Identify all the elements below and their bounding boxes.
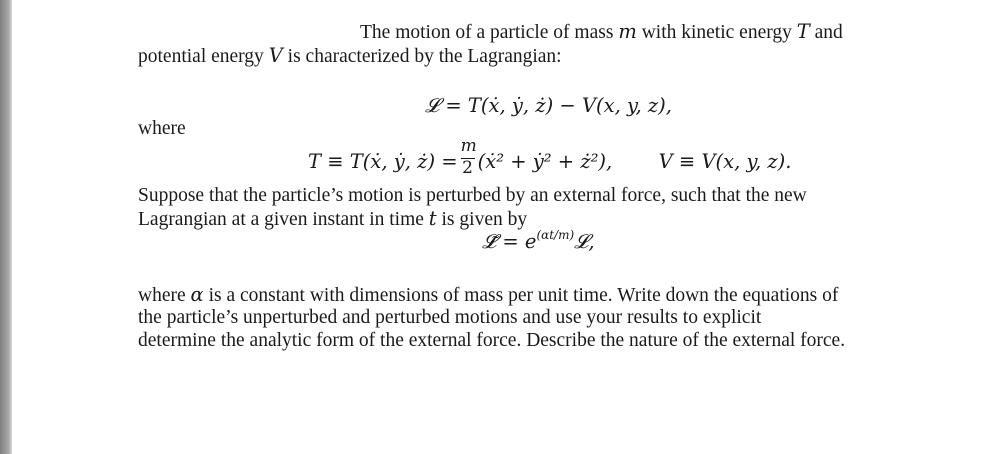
- kinetic-energy-rhs: (ẋ² + ẏ² + ż²),: [477, 150, 613, 173]
- fraction-numerator: m: [460, 135, 477, 156]
- text-run: Lagrangian at a given instant in time: [138, 209, 429, 230]
- paragraph-3-line-3: determine the analytic form of the external force. Describe the nature of the external force.: [138, 330, 846, 351]
- math-symbol: t: [428, 207, 437, 230]
- text-run: with kinetic energy: [636, 22, 797, 43]
- paragraph-3-line-2: the particle’s unperturbed and perturbed motions and use your results to explicit: [138, 307, 762, 328]
- math-symbol: m: [618, 20, 637, 43]
- left-edge-bar: [0, 0, 12, 454]
- paragraph-1-line-1: [360, 20, 843, 45]
- document-page: [12, 0, 1007, 454]
- lagrangian-equation: 𝓛 = T(ẋ, ẏ, ż) − V(x, y, z),: [425, 94, 672, 117]
- potential-energy-definition: V ≡ V(x, y, z).: [658, 150, 792, 173]
- text-run: is given by: [436, 209, 528, 230]
- paragraph-2-line-2: [138, 207, 527, 232]
- text-run: where: [138, 285, 191, 306]
- kinetic-energy-lhs: T ≡ T(ẋ, ẏ, ż) =: [308, 150, 458, 173]
- perturbed-lagrangian-equation: [482, 227, 595, 254]
- mass-over-two-fraction: [460, 135, 477, 178]
- paragraph-2-line-1: Suppose that the particle’s motion is perturbed by an external force, such that the new: [138, 185, 807, 206]
- text-run: and: [809, 22, 843, 43]
- exponent: (αt/m): [536, 227, 575, 242]
- math-symbol: α: [190, 283, 204, 306]
- text-run: potential energy: [138, 46, 269, 67]
- paragraph-3-line-1: [138, 283, 838, 308]
- perturbed-rhs: 𝓛,: [574, 230, 595, 253]
- fraction-denominator: 2: [462, 157, 473, 178]
- text-run: is a constant with dimensions of mass per unit time. Write down the equations of: [203, 285, 839, 306]
- math-symbol: T: [796, 20, 810, 43]
- where-label-1: where: [138, 118, 186, 139]
- text-run: The motion of a particle of mass: [360, 22, 619, 43]
- text-run: is characterized by the Lagrangian:: [282, 46, 562, 67]
- math-symbol: V: [268, 44, 283, 67]
- kinetic-potential-equation: [308, 135, 792, 178]
- paragraph-1-line-2: [138, 44, 562, 69]
- perturbed-lhs: 𝓛̃ = e: [482, 230, 537, 253]
